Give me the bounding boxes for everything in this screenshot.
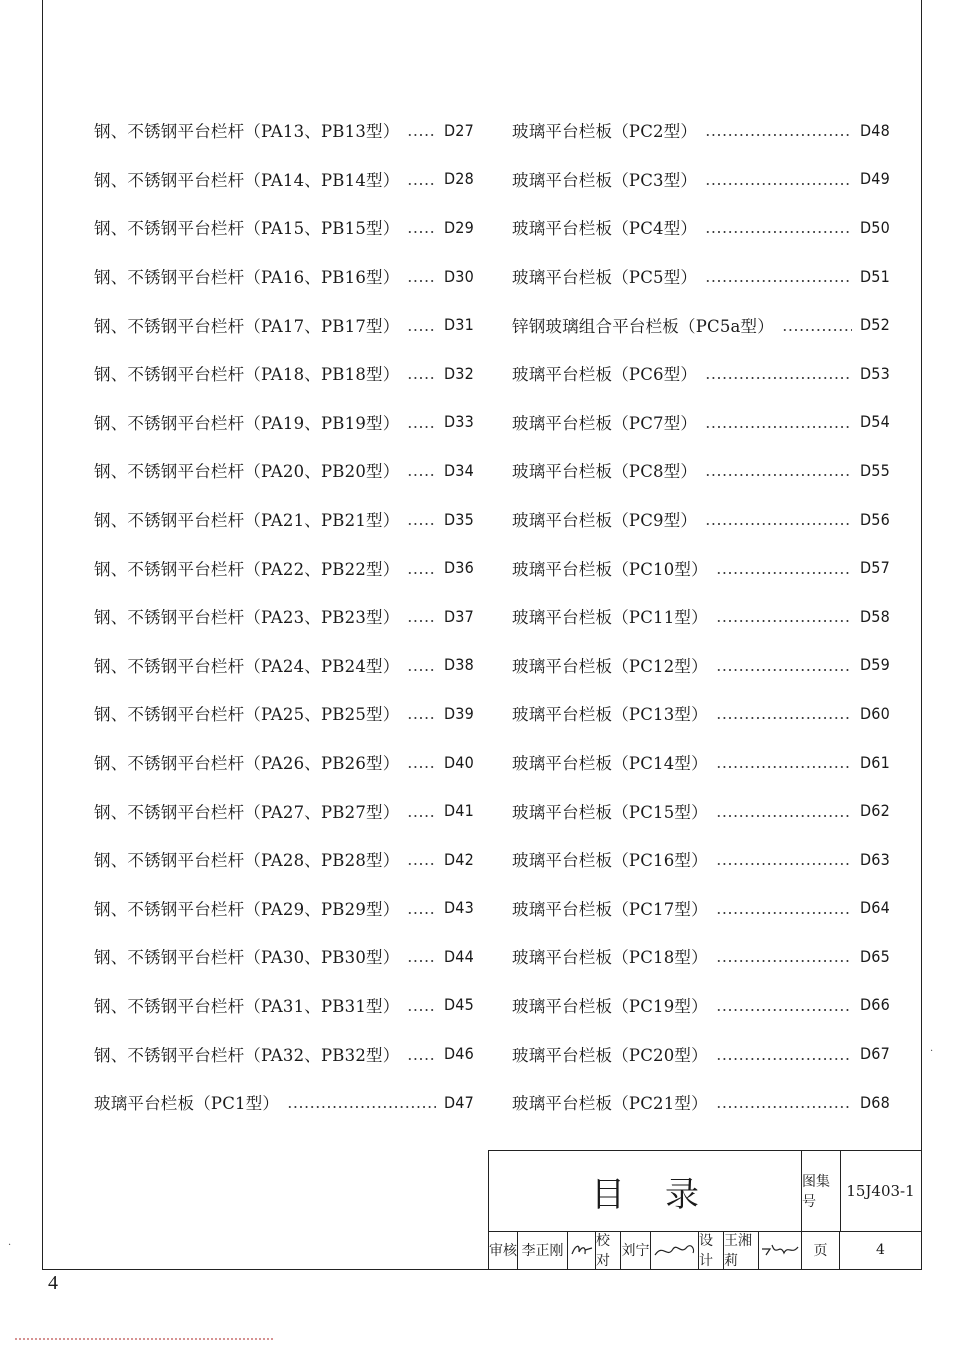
toc-entry-page: D60 bbox=[860, 703, 890, 723]
atlas-number-label: 图集号 bbox=[802, 1151, 841, 1231]
toc-entry bbox=[512, 203, 890, 252]
toc-entry-page: D39 bbox=[444, 703, 474, 723]
toc-entry-title: 钢、不锈钢平台栏杆（PA29、PB29型） bbox=[94, 899, 400, 919]
toc-entry-page: D43 bbox=[444, 898, 474, 918]
toc-entry bbox=[512, 398, 890, 447]
toc-entry-title: 钢、不锈钢平台栏杆（PA14、PB14型） bbox=[94, 170, 400, 190]
toc-entry bbox=[512, 689, 890, 738]
toc-entry bbox=[512, 252, 890, 301]
title-block-page-number: 4 bbox=[876, 1242, 885, 1258]
toc-entry-title: 玻璃平台栏板（PC3型） bbox=[512, 170, 698, 190]
page-label: 页 bbox=[802, 1231, 840, 1269]
toc-leader-dots bbox=[705, 231, 852, 233]
toc-leader-dots bbox=[407, 134, 436, 136]
toc-entry-title: 钢、不锈钢平台栏杆（PA23、PB23型） bbox=[94, 608, 400, 628]
toc-entry-title: 玻璃平台栏板（PC16型） bbox=[512, 851, 708, 871]
signature-mark bbox=[570, 1240, 594, 1260]
toc-leader-dots bbox=[705, 134, 852, 136]
toc-entry-title: 锌钢玻璃组合平台栏板（PC5a型） bbox=[512, 316, 774, 336]
toc-leader-dots bbox=[716, 669, 852, 671]
toc-entry-page: D42 bbox=[444, 849, 474, 869]
toc-entry-page: D27 bbox=[444, 120, 474, 140]
toc-leader-dots bbox=[716, 717, 852, 719]
toc-entry-title: 玻璃平台栏板（PC18型） bbox=[512, 948, 708, 968]
toc-leader-dots bbox=[407, 426, 436, 428]
toc-leader-dots bbox=[716, 815, 852, 817]
toc-entry bbox=[94, 300, 474, 349]
toc-leader-dots bbox=[716, 912, 852, 914]
toc-entry bbox=[94, 689, 474, 738]
toc-entry bbox=[512, 349, 890, 398]
toc-entry-title: 钢、不锈钢平台栏杆（PA27、PB27型） bbox=[94, 802, 400, 822]
toc-entry-page: D55 bbox=[860, 460, 890, 480]
toc-leader-dots bbox=[407, 377, 436, 379]
toc-entry-title: 玻璃平台栏板（PC2型） bbox=[512, 122, 698, 142]
review-name: 李正刚 bbox=[518, 1231, 568, 1269]
toc-entry-title: 钢、不锈钢平台栏杆（PA22、PB22型） bbox=[94, 559, 400, 579]
toc-entry-page: D67 bbox=[860, 1044, 890, 1064]
toc-entry-title: 玻璃平台栏板（PC4型） bbox=[512, 219, 698, 239]
toc-entry bbox=[512, 1078, 890, 1127]
toc-entry-title: 钢、不锈钢平台栏杆（PA16、PB16型） bbox=[94, 268, 400, 288]
toc-leader-dots bbox=[705, 474, 852, 476]
toc-entry-page: D54 bbox=[860, 412, 890, 432]
toc-entry-title: 钢、不锈钢平台栏杆（PA32、PB32型） bbox=[94, 1045, 400, 1065]
toc-entry-page: D40 bbox=[444, 752, 474, 772]
review-signature bbox=[568, 1231, 596, 1269]
toc-entry bbox=[94, 786, 474, 835]
toc-entry bbox=[512, 106, 890, 155]
toc-entry bbox=[94, 349, 474, 398]
toc-entry-page: D47 bbox=[444, 1092, 474, 1112]
toc-entry-title: 玻璃平台栏板（PC6型） bbox=[512, 365, 698, 385]
toc-entry-page: D62 bbox=[860, 801, 890, 821]
margin-mark: · bbox=[930, 1046, 934, 1057]
toc-leader-dots bbox=[287, 1106, 436, 1108]
toc-leader-dots bbox=[716, 1106, 852, 1108]
toc-entry bbox=[94, 252, 474, 301]
toc-leader-dots bbox=[407, 523, 436, 525]
toc-entry bbox=[512, 592, 890, 641]
toc-entry-title: 钢、不锈钢平台栏杆（PA19、PB19型） bbox=[94, 413, 400, 433]
toc-entry bbox=[94, 738, 474, 787]
toc-entry-title: 钢、不锈钢平台栏杆（PA31、PB31型） bbox=[94, 996, 400, 1016]
toc-entry-page: D35 bbox=[444, 509, 474, 529]
toc-entry-page: D53 bbox=[860, 363, 890, 383]
toc-entry-page: D45 bbox=[444, 995, 474, 1015]
title-block-title: 目录 bbox=[489, 1151, 802, 1231]
toc-entry-title: 钢、不锈钢平台栏杆（PA15、PB15型） bbox=[94, 219, 400, 239]
toc-entry bbox=[512, 786, 890, 835]
toc-leader-dots bbox=[407, 863, 436, 865]
toc-entry bbox=[94, 641, 474, 690]
toc-entry-page: D59 bbox=[860, 655, 890, 675]
toc-entry-page: D49 bbox=[860, 169, 890, 189]
toc-entry bbox=[512, 835, 890, 884]
toc-entry-title: 玻璃平台栏板（PC13型） bbox=[512, 705, 708, 725]
toc-entry-title: 玻璃平台栏板（PC12型） bbox=[512, 656, 708, 676]
check-signature bbox=[651, 1231, 699, 1269]
toc-entry bbox=[512, 495, 890, 544]
toc-entry-title: 玻璃平台栏板（PC17型） bbox=[512, 899, 708, 919]
toc-entry-title: 钢、不锈钢平台栏杆（PA25、PB25型） bbox=[94, 705, 400, 725]
toc-entry-page: D46 bbox=[444, 1044, 474, 1064]
check-label: 校对 bbox=[596, 1231, 621, 1269]
toc-entry-page: D51 bbox=[860, 266, 890, 286]
toc-leader-dots bbox=[716, 620, 852, 622]
toc-leader-dots bbox=[407, 572, 436, 574]
toc-entry bbox=[94, 106, 474, 155]
review-label: 审核 bbox=[489, 1231, 518, 1269]
toc-entry-title: 钢、不锈钢平台栏杆（PA20、PB20型） bbox=[94, 462, 400, 482]
toc-entry-page: D28 bbox=[444, 169, 474, 189]
design-label: 设计 bbox=[699, 1231, 724, 1269]
signature-mark bbox=[653, 1239, 697, 1261]
toc-entry bbox=[94, 981, 474, 1030]
toc-entry-page: D36 bbox=[444, 558, 474, 578]
toc-entry-title: 钢、不锈钢平台栏杆（PA26、PB26型） bbox=[94, 754, 400, 774]
toc-entry bbox=[512, 1029, 890, 1078]
toc-leader-dots bbox=[716, 960, 852, 962]
signature-mark bbox=[760, 1239, 800, 1261]
toc-entry-page: D52 bbox=[860, 315, 890, 335]
toc-entry-title: 玻璃平台栏板（PC11型） bbox=[512, 608, 708, 628]
toc-entry-title: 钢、不锈钢平台栏杆（PA18、PB18型） bbox=[94, 365, 400, 385]
toc-entry bbox=[94, 446, 474, 495]
toc-leader-dots bbox=[407, 912, 436, 914]
toc-entry-title: 玻璃平台栏板（PC21型） bbox=[512, 1094, 708, 1114]
toc-entry-title: 玻璃平台栏板（PC15型） bbox=[512, 802, 708, 822]
toc-entry-page: D57 bbox=[860, 558, 890, 578]
toc-entry bbox=[512, 981, 890, 1030]
toc-entry-title: 玻璃平台栏板（PC20型） bbox=[512, 1045, 708, 1065]
toc-leader-dots bbox=[407, 183, 436, 185]
design-signature bbox=[759, 1231, 802, 1269]
toc-entry bbox=[94, 398, 474, 447]
title-block bbox=[488, 1150, 922, 1270]
toc-entry bbox=[512, 446, 890, 495]
toc-entry-page: D63 bbox=[860, 849, 890, 869]
margin-mark: · bbox=[8, 1240, 12, 1251]
toc-leader-dots bbox=[407, 329, 436, 331]
toc-leader-dots bbox=[407, 474, 436, 476]
toc-entry bbox=[94, 1078, 474, 1127]
toc-entry bbox=[94, 884, 474, 933]
toc-entry-page: D66 bbox=[860, 995, 890, 1015]
toc-leader-dots bbox=[716, 863, 852, 865]
toc-entry-title: 钢、不锈钢平台栏杆（PA17、PB17型） bbox=[94, 316, 400, 336]
toc-leader-dots bbox=[407, 669, 436, 671]
toc-entry-title: 玻璃平台栏板（PC9型） bbox=[512, 511, 698, 531]
toc-entry-title: 玻璃平台栏板（PC10型） bbox=[512, 559, 708, 579]
toc-leader-dots bbox=[705, 377, 852, 379]
design-name: 王湘莉 bbox=[724, 1231, 759, 1269]
toc-entry bbox=[94, 203, 474, 252]
toc-entry-title: 钢、不锈钢平台栏杆（PA13、PB13型） bbox=[94, 122, 400, 142]
toc-entry bbox=[94, 155, 474, 204]
footer-dotted-line bbox=[14, 1338, 274, 1340]
toc-entry-title: 钢、不锈钢平台栏杆（PA24、PB24型） bbox=[94, 656, 400, 676]
toc-leader-dots bbox=[407, 1009, 436, 1011]
toc-right-column bbox=[512, 106, 890, 1126]
toc-entry bbox=[512, 543, 890, 592]
toc-leader-dots bbox=[716, 1058, 852, 1060]
toc-entry bbox=[512, 884, 890, 933]
toc-leader-dots bbox=[407, 1058, 436, 1060]
toc-entry bbox=[94, 592, 474, 641]
toc-entry-page: D56 bbox=[860, 509, 890, 529]
toc-entry-page: D32 bbox=[444, 363, 474, 383]
toc-entry-title: 钢、不锈钢平台栏杆（PA30、PB30型） bbox=[94, 948, 400, 968]
toc-entry bbox=[512, 641, 890, 690]
toc-entry bbox=[94, 495, 474, 544]
toc-entry-page: D34 bbox=[444, 460, 474, 480]
toc-entry-page: D38 bbox=[444, 655, 474, 675]
toc-entry bbox=[94, 543, 474, 592]
toc-entry-title: 玻璃平台栏板（PC14型） bbox=[512, 754, 708, 774]
toc-entry bbox=[512, 155, 890, 204]
toc-leader-dots bbox=[407, 620, 436, 622]
toc-entry-title: 玻璃平台栏板（PC19型） bbox=[512, 996, 708, 1016]
atlas-number: 15J403-1 bbox=[846, 1182, 915, 1200]
toc-entry bbox=[94, 1029, 474, 1078]
toc-leader-dots bbox=[705, 183, 852, 185]
toc-entry-page: D65 bbox=[860, 946, 890, 966]
toc-leader-dots bbox=[782, 329, 852, 331]
toc-entry-title: 玻璃平台栏板（PC5型） bbox=[512, 268, 698, 288]
toc-entry-page: D31 bbox=[444, 315, 474, 335]
toc-entry-page: D44 bbox=[444, 946, 474, 966]
toc-entry-title: 玻璃平台栏板（PC8型） bbox=[512, 462, 698, 482]
toc-leader-dots bbox=[407, 960, 436, 962]
toc-leader-dots bbox=[407, 280, 436, 282]
toc-entry-page: D50 bbox=[860, 217, 890, 237]
toc-entry-title: 钢、不锈钢平台栏杆（PA21、PB21型） bbox=[94, 511, 400, 531]
toc-leader-dots bbox=[716, 766, 852, 768]
check-name: 刘宁 bbox=[621, 1231, 651, 1269]
toc-leader-dots bbox=[407, 766, 436, 768]
toc-entry bbox=[512, 932, 890, 981]
toc-leader-dots bbox=[705, 426, 852, 428]
toc-leader-dots bbox=[716, 1009, 852, 1011]
toc-leader-dots bbox=[407, 815, 436, 817]
toc-entry-page: D61 bbox=[860, 752, 890, 772]
toc-leader-dots bbox=[407, 717, 436, 719]
toc-left-column bbox=[94, 106, 474, 1126]
toc-leader-dots bbox=[705, 280, 852, 282]
toc-entry bbox=[512, 738, 890, 787]
toc-entry bbox=[512, 300, 890, 349]
toc-entry-page: D41 bbox=[444, 801, 474, 821]
toc-entry-page: D30 bbox=[444, 266, 474, 286]
toc-leader-dots bbox=[407, 231, 436, 233]
toc-entry-page: D48 bbox=[860, 120, 890, 140]
toc-entry-page: D29 bbox=[444, 217, 474, 237]
toc-entry-page: D68 bbox=[860, 1092, 890, 1112]
page-number: 4 bbox=[48, 1272, 58, 1294]
toc-entry-title: 玻璃平台栏板（PC1型） bbox=[94, 1094, 280, 1114]
toc-entry-title: 钢、不锈钢平台栏杆（PA28、PB28型） bbox=[94, 851, 400, 871]
toc-entry-page: D37 bbox=[444, 606, 474, 626]
toc-entry bbox=[94, 835, 474, 884]
toc-entry bbox=[94, 932, 474, 981]
toc-leader-dots bbox=[705, 523, 852, 525]
toc-entry-page: D33 bbox=[444, 412, 474, 432]
toc-entry-title: 玻璃平台栏板（PC7型） bbox=[512, 413, 698, 433]
toc-entry-page: D64 bbox=[860, 898, 890, 918]
toc-entry-page: D58 bbox=[860, 606, 890, 626]
toc-leader-dots bbox=[716, 572, 852, 574]
